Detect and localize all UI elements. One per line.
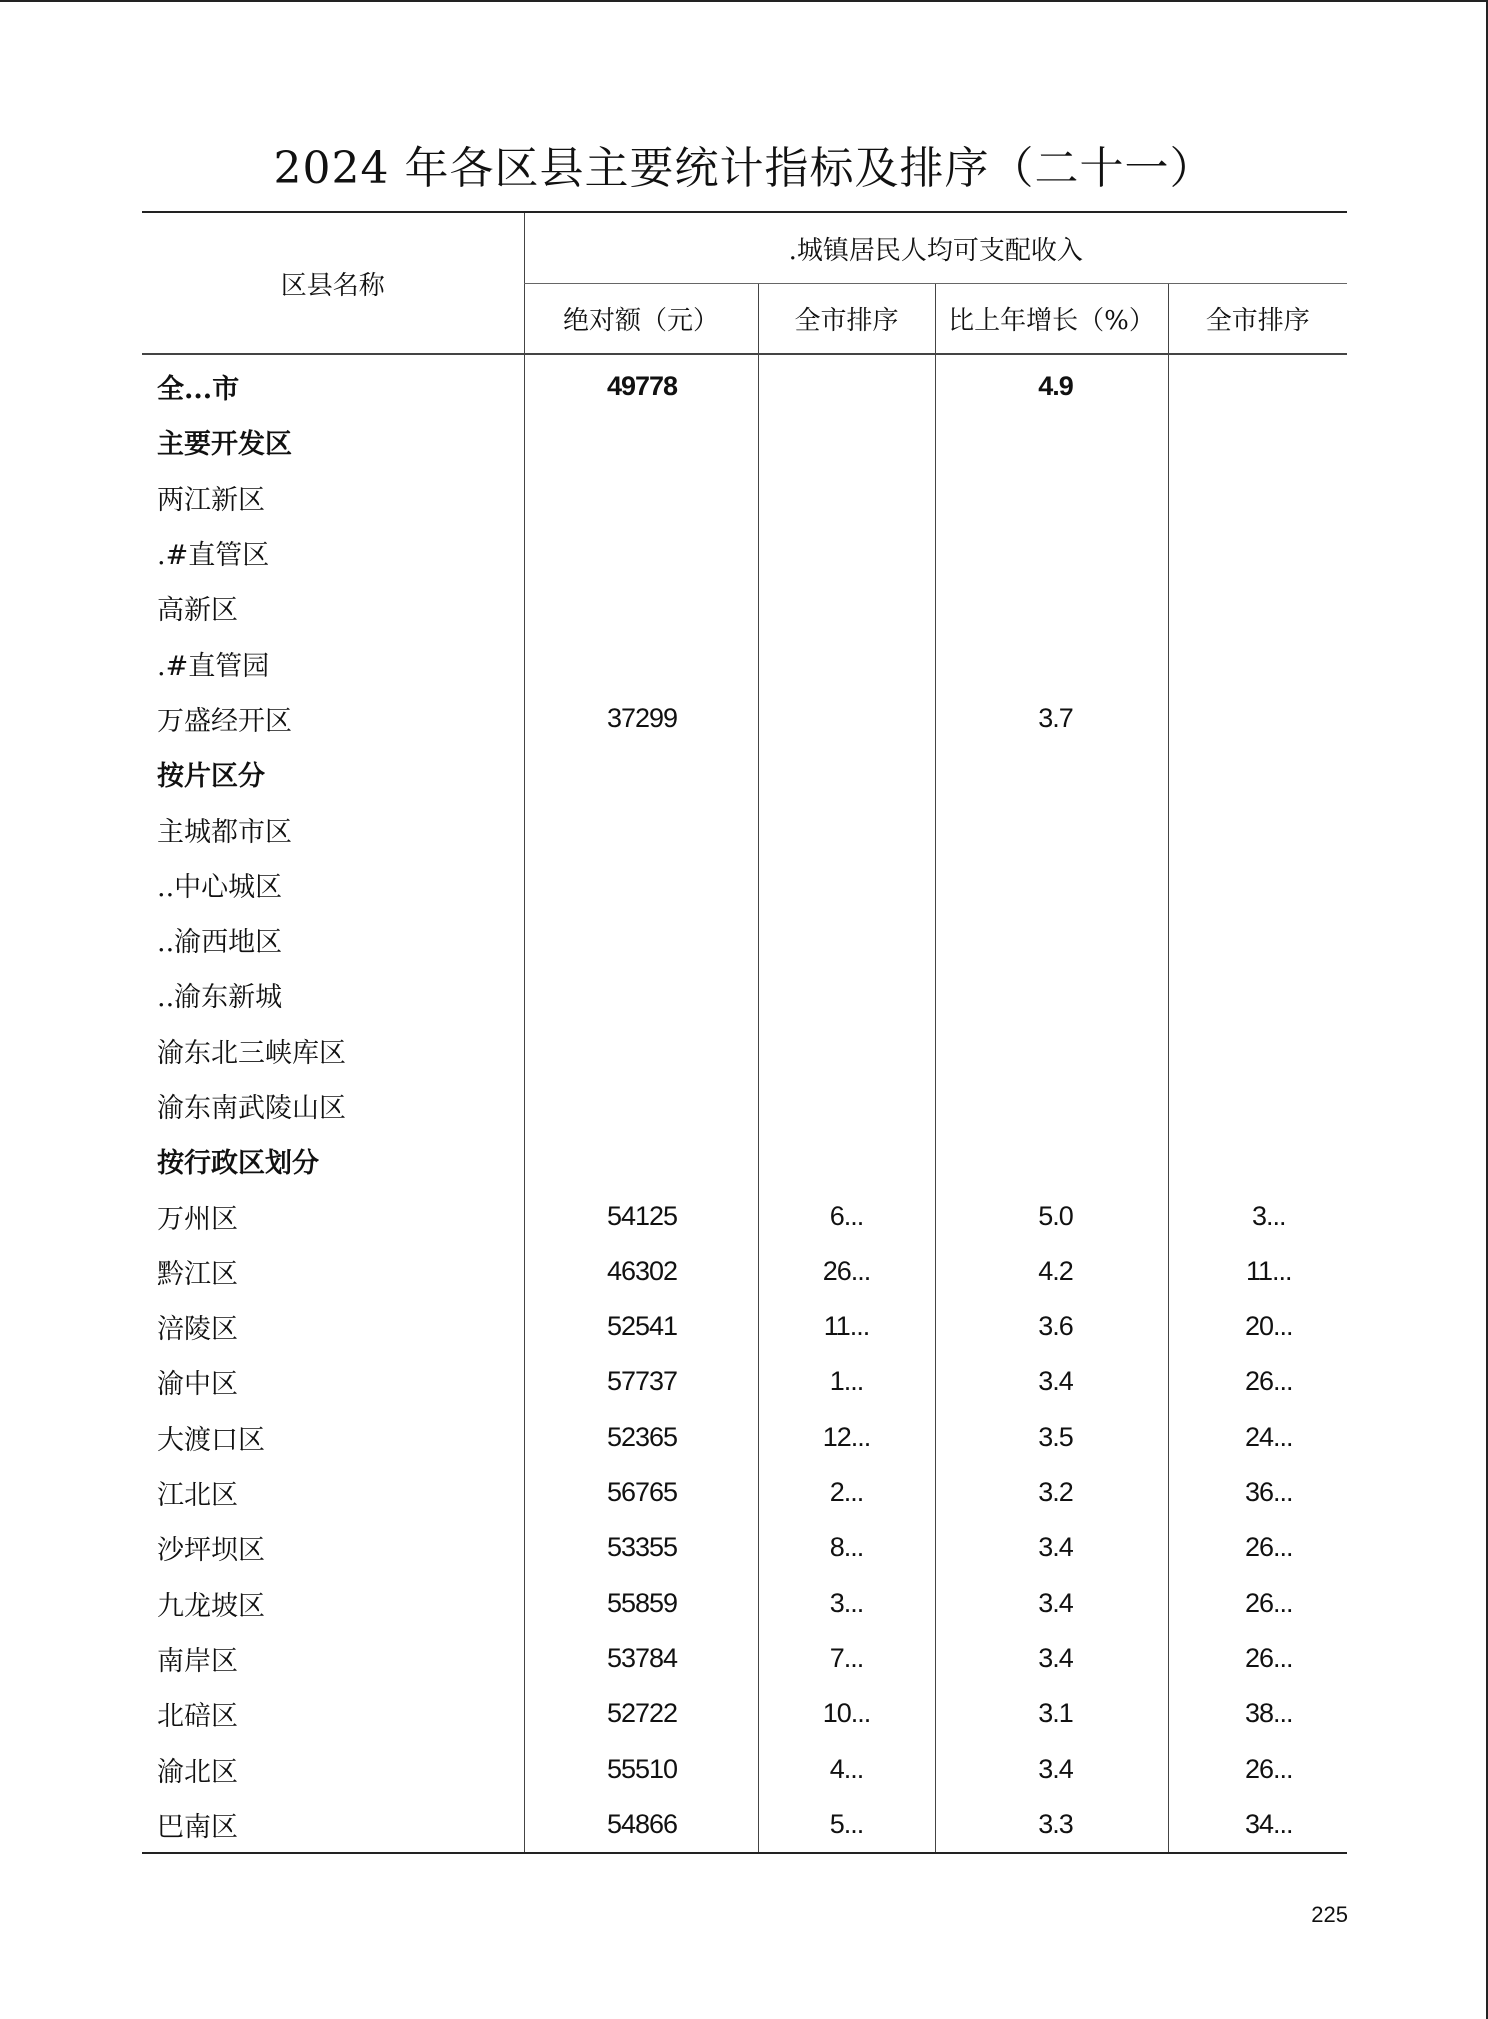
district-name-cell: 主要开发区 [157, 429, 292, 461]
district-name-cell: .#直管区 [157, 540, 270, 572]
growth-cell: 3.4 [935, 1631, 1168, 1686]
table-header [142, 212, 1347, 354]
rank-cell [758, 1133, 935, 1188]
amount-cell: 49778 [524, 354, 758, 414]
growth-cell [935, 801, 1168, 856]
growth-rank-header: 全市排序 [1168, 284, 1347, 355]
district-name-cell: 高新区 [157, 595, 238, 627]
table-header-row [142, 212, 1347, 284]
growth-rank-cell: 11... [1168, 1244, 1347, 1299]
district-name-cell: .#直管园 [157, 650, 270, 682]
growth-rank-cell [1168, 525, 1347, 580]
growth-cell: 3.4 [935, 1354, 1168, 1409]
rank-cell [758, 470, 935, 525]
growth-rank-cell: 3... [1168, 1188, 1347, 1243]
table-row [142, 1299, 1347, 1354]
rank-cell: 11... [758, 1299, 935, 1354]
growth-cell [935, 1133, 1168, 1188]
income-group-header: .城镇居民人均可支配收入 [524, 212, 1347, 284]
district-name-cell: 渝北区 [157, 1756, 238, 1788]
growth-cell [935, 470, 1168, 525]
district-name-cell: 全...市 [157, 374, 240, 406]
table-row [142, 1078, 1347, 1133]
district-name-cell: 按片区分 [157, 761, 265, 793]
table-row [142, 1741, 1347, 1796]
amount-cell: 54866 [524, 1797, 758, 1853]
rank-cell: 8... [758, 1520, 935, 1575]
growth-rank-cell [1168, 857, 1347, 912]
rank-cell: 5... [758, 1797, 935, 1853]
growth-cell [935, 1078, 1168, 1133]
rank-cell [758, 691, 935, 746]
growth-cell: 3.4 [935, 1520, 1168, 1575]
rank-cell: 26... [758, 1244, 935, 1299]
district-name-header: 区县名称 [142, 212, 524, 354]
district-name-cell: 渝中区 [157, 1369, 238, 1401]
growth-rank-cell: 26... [1168, 1631, 1347, 1686]
growth-cell [935, 967, 1168, 1022]
amount-cell: 52722 [524, 1686, 758, 1741]
growth-rank-cell: 24... [1168, 1410, 1347, 1465]
amount-cell [524, 746, 758, 801]
page-title: 2024 年各区县主要统计指标及排序（二十一） [273, 143, 1215, 194]
district-name-cell: ..中心城区 [157, 871, 283, 903]
growth-rank-cell [1168, 470, 1347, 525]
rank-cell: 4... [758, 1741, 935, 1796]
district-name-cell: 渝东南武陵山区 [157, 1093, 346, 1124]
amount-cell: 53784 [524, 1631, 758, 1686]
district-name-cell: 主城都市区 [157, 816, 292, 848]
growth-cell: 3.2 [935, 1465, 1168, 1520]
table-row [142, 1244, 1347, 1299]
growth-cell [935, 912, 1168, 967]
growth-cell [935, 857, 1168, 912]
amount-cell: 52541 [524, 1299, 758, 1354]
amount-cell [524, 1078, 758, 1133]
rank-cell: 3... [758, 1576, 935, 1631]
rank-cell [758, 912, 935, 967]
district-name-cell: 万州区 [157, 1203, 238, 1235]
table-row [142, 414, 1347, 469]
rank-cell: 10... [758, 1686, 935, 1741]
table-row [142, 1797, 1347, 1853]
amount-cell [524, 912, 758, 967]
amount-cell [524, 801, 758, 856]
table-row [142, 1686, 1347, 1741]
table-row [142, 470, 1347, 525]
rank-cell [758, 1078, 935, 1133]
table-row [142, 354, 1347, 414]
rank-cell: 2... [758, 1465, 935, 1520]
rank-cell [758, 801, 935, 856]
amount-cell: 55859 [524, 1576, 758, 1631]
amount-cell: 54125 [524, 1188, 758, 1243]
amount-cell [524, 1023, 758, 1078]
rank-cell: 6... [758, 1188, 935, 1243]
table-row [142, 1576, 1347, 1631]
amount-cell: 55510 [524, 1741, 758, 1796]
table-row [142, 857, 1347, 912]
growth-rank-cell [1168, 912, 1347, 967]
district-name-cell: ..渝西地区 [157, 927, 283, 959]
rank-cell: 7... [758, 1631, 935, 1686]
growth-rank-cell [1168, 354, 1347, 414]
growth-cell [935, 414, 1168, 469]
growth-cell [935, 525, 1168, 580]
growth-rank-cell: 26... [1168, 1354, 1347, 1409]
growth-rank-cell [1168, 691, 1347, 746]
amount-cell [524, 414, 758, 469]
growth-cell: 3.7 [935, 691, 1168, 746]
amount-cell [524, 635, 758, 690]
growth-rank-cell [1168, 580, 1347, 635]
page-top-rule [0, 0, 1488, 2]
table-row [142, 1354, 1347, 1409]
table-row [142, 1520, 1347, 1575]
growth-rank-cell: 20... [1168, 1299, 1347, 1354]
table-row [142, 525, 1347, 580]
rank-cell [758, 580, 935, 635]
district-name-cell: 大渡口区 [157, 1424, 265, 1456]
rank-cell [758, 635, 935, 690]
amount-header: 绝对额（元） [524, 284, 758, 355]
growth-rank-cell [1168, 967, 1347, 1022]
amount-cell: 37299 [524, 691, 758, 746]
district-name-cell: 北碚区 [157, 1701, 238, 1733]
growth-cell: 5.0 [935, 1188, 1168, 1243]
growth-rank-cell [1168, 414, 1347, 469]
amount-cell [524, 470, 758, 525]
growth-cell: 3.1 [935, 1686, 1168, 1741]
rank-cell [758, 525, 935, 580]
amount-cell [524, 525, 758, 580]
table-row [142, 1631, 1347, 1686]
district-name-cell: 江北区 [157, 1480, 238, 1512]
table-row [142, 635, 1347, 690]
growth-rank-cell [1168, 1078, 1347, 1133]
growth-cell [935, 1023, 1168, 1078]
amount-cell: 46302 [524, 1244, 758, 1299]
table-row [142, 746, 1347, 801]
growth-rank-cell: 34... [1168, 1797, 1347, 1853]
growth-rank-cell [1168, 1133, 1347, 1188]
rank-cell [758, 1023, 935, 1078]
page-number: 225 [1311, 1902, 1348, 1927]
growth-rank-cell: 26... [1168, 1741, 1347, 1796]
growth-rank-cell: 38... [1168, 1686, 1347, 1741]
district-name-cell: 巴南区 [142, 1797, 524, 1853]
district-name-cell: 黔江区 [157, 1258, 238, 1290]
district-name-cell: 按行政区划分 [157, 1148, 319, 1180]
district-name-cell: 九龙坡区 [157, 1590, 265, 1622]
table-row [142, 1465, 1347, 1520]
growth-header: 比上年增长（%） [935, 284, 1168, 355]
rank-cell: 1... [758, 1354, 935, 1409]
rank-cell [758, 967, 935, 1022]
district-name-cell: ..渝东新城 [157, 982, 283, 1014]
rank-header: 全市排序 [758, 284, 935, 355]
growth-rank-cell [1168, 801, 1347, 856]
district-name-cell: 万盛经开区 [157, 705, 292, 737]
amount-cell [524, 857, 758, 912]
growth-cell: 4.2 [935, 1244, 1168, 1299]
amount-cell: 57737 [524, 1354, 758, 1409]
rank-cell: 12... [758, 1410, 935, 1465]
growth-cell [935, 746, 1168, 801]
table-row [142, 580, 1347, 635]
table-row [142, 1410, 1347, 1465]
growth-cell [935, 635, 1168, 690]
rank-cell [758, 857, 935, 912]
district-name-cell: 两江新区 [157, 484, 265, 516]
amount-cell [524, 1133, 758, 1188]
table-row [142, 801, 1347, 856]
district-name-cell: 沙坪坝区 [157, 1535, 265, 1567]
growth-cell: 3.4 [935, 1741, 1168, 1796]
growth-rank-cell [1168, 746, 1347, 801]
rank-cell [758, 746, 935, 801]
amount-cell: 56765 [524, 1465, 758, 1520]
table-row [142, 912, 1347, 967]
amount-cell [524, 580, 758, 635]
district-name-cell: 涪陵区 [157, 1314, 238, 1346]
growth-cell: 4.9 [935, 354, 1168, 414]
growth-rank-cell [1168, 1023, 1347, 1078]
growth-rank-cell: 26... [1168, 1576, 1347, 1631]
statistics-table [142, 211, 1347, 1854]
amount-cell [524, 967, 758, 1022]
district-name-cell: 南岸区 [157, 1645, 238, 1677]
growth-cell: 3.6 [935, 1299, 1168, 1354]
growth-rank-cell: 26... [1168, 1520, 1347, 1575]
growth-cell: 3.5 [935, 1410, 1168, 1465]
growth-rank-cell: 36... [1168, 1465, 1347, 1520]
table-row [142, 1133, 1347, 1188]
table-row [142, 691, 1347, 746]
table-row [142, 1188, 1347, 1243]
amount-cell: 52365 [524, 1410, 758, 1465]
rank-cell [758, 414, 935, 469]
table-body [142, 354, 1347, 1853]
amount-cell: 53355 [524, 1520, 758, 1575]
table-row [142, 1023, 1347, 1078]
district-name-cell: 渝东北三峡库区 [157, 1037, 346, 1069]
growth-cell: 3.4 [935, 1576, 1168, 1631]
growth-cell [935, 580, 1168, 635]
rank-cell [758, 354, 935, 414]
table-row [142, 967, 1347, 1022]
growth-cell: 3.3 [935, 1797, 1168, 1853]
growth-rank-cell [1168, 635, 1347, 690]
